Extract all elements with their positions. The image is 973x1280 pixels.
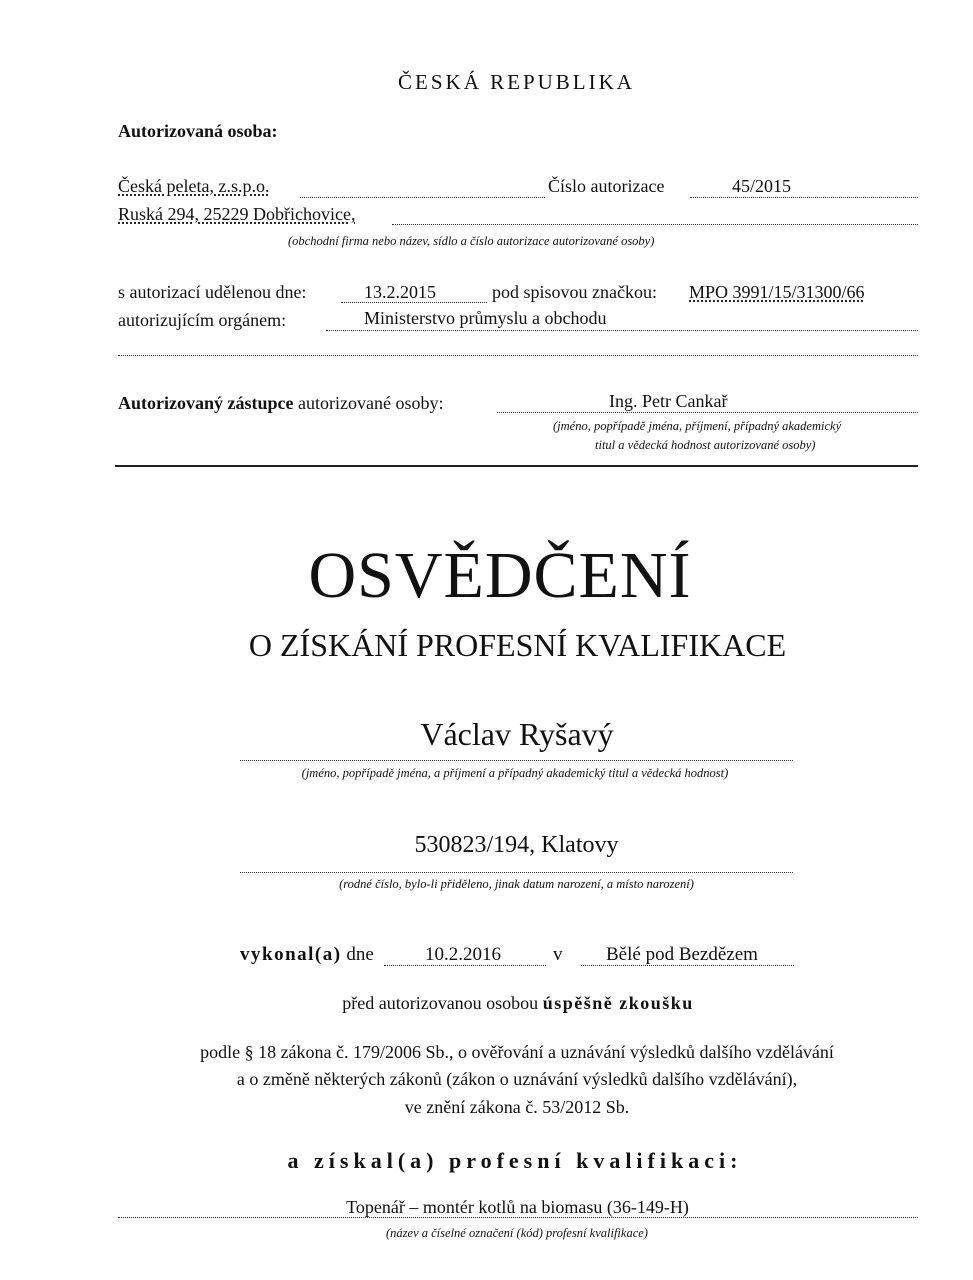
file-label: pod spisovou značkou:: [492, 282, 657, 302]
representative-name: Ing. Petr Cankař: [609, 391, 728, 411]
section-divider: [115, 465, 918, 467]
blank-dotted-line: [118, 355, 918, 356]
representative-label: Autorizovaný zástupce autorizované osoby:: [118, 393, 444, 413]
authorization-number-value: 45/2015: [732, 176, 792, 196]
authorized-person-name: Česká peleta, z.s.p.o.: [118, 176, 270, 196]
holder-name-note: (jméno, popřípadě jména, a příjmení a případný akademický titul a vědecká hodnost): [301, 766, 729, 780]
authorization-number-line: [690, 197, 918, 198]
law-line-2: a o změně některých zákonů (zákon o uznávání výsledků dalšího vzdělávání),: [236, 1069, 798, 1089]
authorized-person-label: Autorizovaná osoba:: [118, 121, 278, 141]
authority-label: autorizujícím orgánem:: [118, 310, 287, 330]
holder-birth: 530823/194, Klatovy: [414, 832, 619, 858]
authority-dotted-line: [326, 330, 918, 331]
law-line-3: ve znění zákona č. 53/2012 Sb.: [404, 1097, 630, 1117]
exam-place: Bělé pod Bezdězem: [606, 944, 758, 965]
qualification-name: Topenář – montér kotlů na biomasu (36-149-H): [346, 1197, 689, 1217]
document-subtitle: O ZÍSKÁNÍ PROFESNÍ KVALIFIKACE: [248, 627, 787, 663]
law-line-1: podle § 18 zákona č. 179/2006 Sb., o ověřování a uznávání výsledků dalšího vzdělávání: [200, 1042, 834, 1062]
qualification-heading: a získal(a) profesní kvalifikaci:: [287, 1148, 743, 1173]
document-title: OSVĚDČENÍ: [308, 539, 692, 612]
representative-note-2: titul a vědecká hodnost autorizované osoby): [595, 438, 816, 452]
holder-name: Václav Ryšavý: [420, 716, 614, 752]
file-number: MPO 3991/15/31300/66: [689, 282, 865, 302]
exam-place-label: v: [553, 944, 563, 965]
representative-dotted-line: [497, 412, 918, 413]
holder-birth-line: [240, 872, 793, 873]
authorized-person-address: Ruská 294, 25229 Dobřichovice,: [118, 204, 356, 224]
exam-performed: vykonal(a) dne: [240, 944, 374, 965]
authorized-person-note: (obchodní firma nebo název, sídlo a číslo autorizace autorizované osoby): [288, 234, 655, 248]
country-heading: ČESKÁ REPUBLIKA: [398, 70, 635, 94]
qualification-note: (název a číselné označení (kód) profesní kvalifikace): [386, 1226, 648, 1240]
representative-note-1: (jméno, popřípadě jména, příjmení, případný akademický: [553, 419, 842, 433]
authority-value: Ministerstvo průmyslu a obchodu: [364, 308, 607, 328]
granted-label: s autorizací udělenou dne:: [118, 282, 307, 302]
granted-date: 13.2.2015: [364, 282, 436, 302]
exam-statement: před autorizovanou osobou úspěšně zkoušku: [342, 993, 694, 1013]
name-dotted-line: [300, 197, 545, 198]
holder-birth-note: (rodné číslo, bylo-li přiděleno, jinak datum narození, a místo narození): [339, 877, 694, 891]
holder-name-line: [240, 760, 793, 761]
authorization-number-label: Číslo autorizace: [548, 176, 665, 196]
exam-date: 10.2.2016: [425, 944, 501, 965]
address-dotted-line: [392, 224, 918, 225]
